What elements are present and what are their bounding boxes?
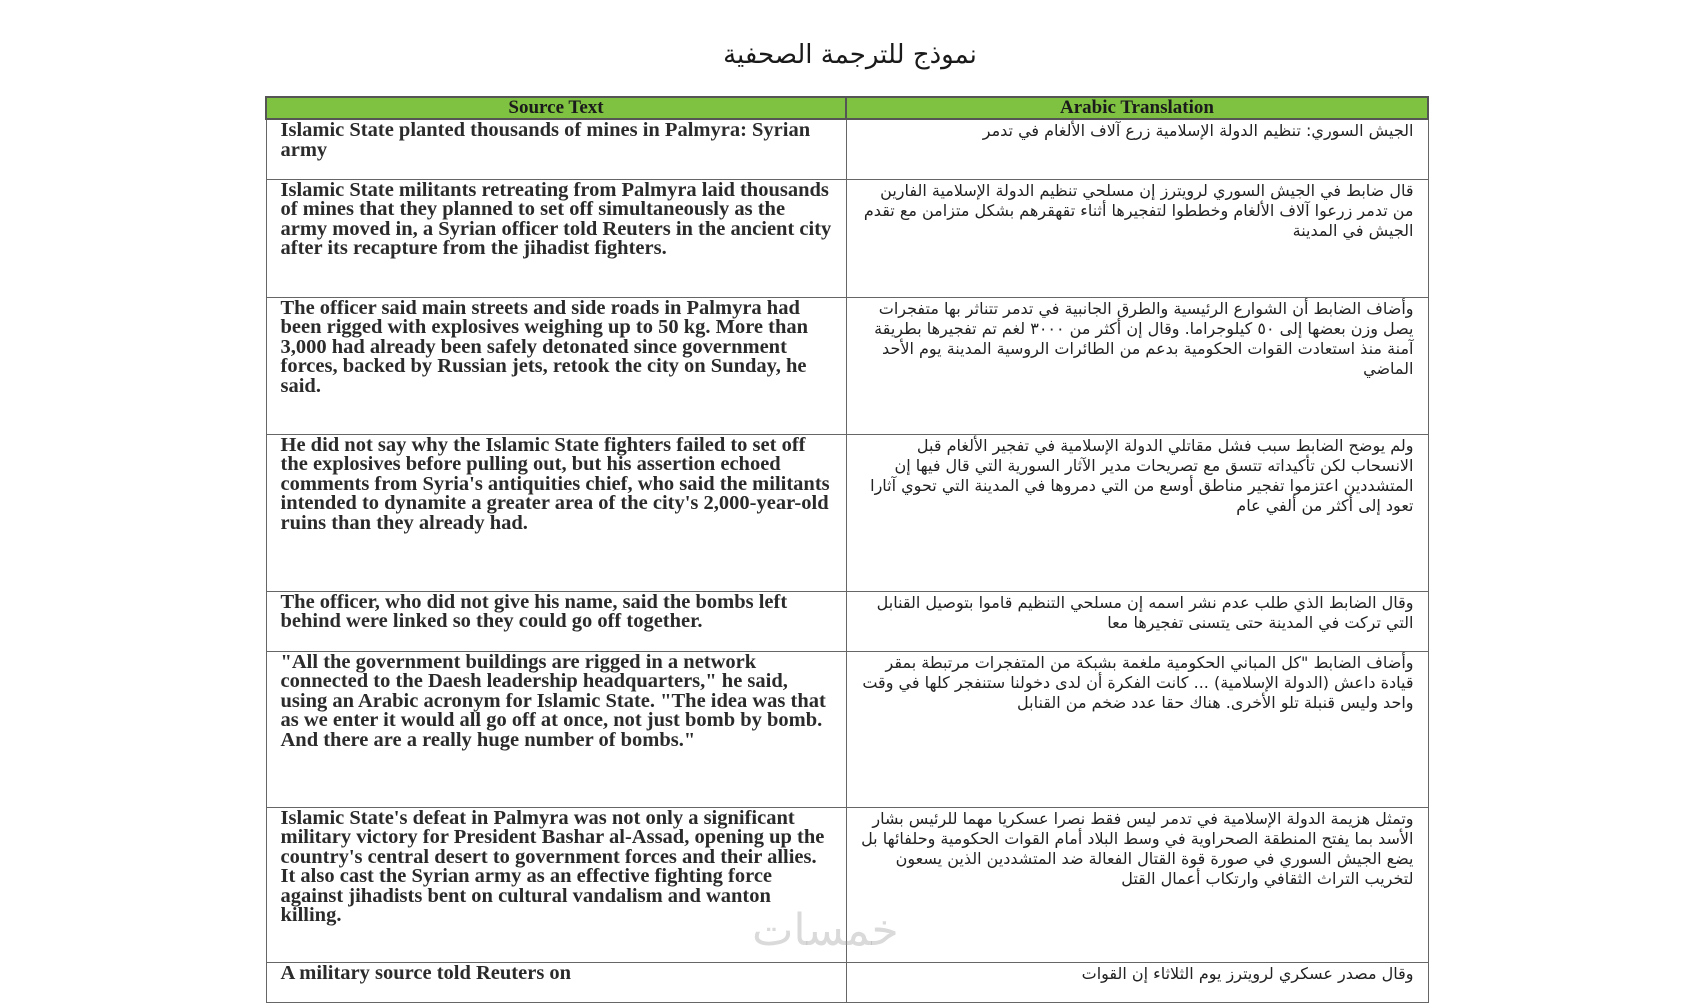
translation-table [265, 96, 1429, 1003]
translation-cell: وقال الضابط الذي طلب عدم نشر اسمه إن مسلحي التنظيم قاموا بتوصيل القنابل التي تركت في المدينة حتى يتسنى تفجيرها معا [846, 591, 1428, 651]
source-cell: Islamic State's defeat in Palmyra was not only a significant military victory for President Bashar al-Assad, opening up the country's central desert to government forces and their allies. It also cast the Syrian army as an effective fighting force against jihadists bent on cultural vandalism and wanton killing. [266, 807, 846, 962]
table-row [266, 179, 1428, 297]
translation-cell: ولم يوضح الضابط سبب فشل مقاتلي الدولة الإسلامية في تفجير الألغام قبل الانسحاب لكن تأكيداته تتسق مع تصريحات مدير الآثار السورية التي قال فيها إن المتشددين اعتزموا تفجير مناطق أوسع من التي دمروها في المدينة التي تحوي آثارا تعود إلى أكثر من ألفي عام [846, 434, 1428, 591]
translation-cell: وأضاف الضابط أن الشوارع الرئيسية والطرق الجانبية في تدمر تتناثر بها متفجرات يصل وزن بعضها إلى ٥٠ كيلوجراما. وقال إن أكثر من ٣٠٠٠ لغم تم تفجيرها بطريقة آمنة منذ استعادت القوات الحكومية بدعم من الطائرات الروسية المدينة يوم الأحد الماضي [846, 297, 1428, 434]
table-header-row [266, 97, 1428, 119]
source-cell: "All the government buildings are rigged in a network connected to the Daesh leadership headquarters," he said, using an Arabic acronym for Islamic State. "The idea was that as we enter it would all go off at once, not just bomb by bomb. And there are a really huge number of bombs." [266, 651, 846, 807]
table-row [266, 651, 1428, 807]
header-arabic-translation: Arabic Translation [846, 97, 1428, 119]
table-row [266, 119, 1428, 179]
source-cell: Islamic State planted thousands of mines in Palmyra: Syrian army [266, 119, 846, 179]
source-cell: The officer said main streets and side roads in Palmyra had been rigged with explosives weighing up to 50 kg. More than 3,000 had already been safely detonated since government forces, backed by Russian jets, retook the city on Sunday, he said. [266, 297, 846, 434]
table-row [266, 297, 1428, 434]
translation-cell: وقال مصدر عسكري لرويترز يوم الثلاثاء إن القوات [846, 962, 1428, 1002]
page-title: نموذج للترجمة الصحفية [723, 40, 977, 70]
table-row [266, 434, 1428, 591]
source-cell: A military source told Reuters on [266, 962, 846, 1002]
translation-cell: الجيش السوري: تنظيم الدولة الإسلامية زرع آلاف الألغام في تدمر [846, 119, 1428, 179]
source-cell: Islamic State militants retreating from Palmyra laid thousands of mines that they planned to set off simultaneously as the army moved in, a Syrian officer told Reuters in the ancient city after its recapture from the jihadist fighters. [266, 179, 846, 297]
translation-cell: وأضاف الضابط "كل المباني الحكومية ملغمة بشبكة من المتفجرات مرتبطة بمقر قيادة داعش (الدولة الإسلامية) ... كانت الفكرة أن لدى دخولنا ستنفجر كلها في وقت واحد وليس قنبلة تلو الأخرى. هناك حقا عدد ضخم من القنابل [846, 651, 1428, 807]
table-row [266, 962, 1428, 1002]
source-cell: The officer, who did not give his name, said the bombs left behind were linked so they could go off together. [266, 591, 846, 651]
header-source-text: Source Text [266, 97, 846, 119]
table-row [266, 807, 1428, 962]
table-row [266, 591, 1428, 651]
source-cell: He did not say why the Islamic State fighters failed to set off the explosives before pulling out, but his assertion echoed comments from Syria's antiquities chief, who said the militants intended to dynamite a greater area of the city's 2,000-year-old ruins than they already had. [266, 434, 846, 591]
translation-cell: قال ضابط في الجيش السوري لرويترز إن مسلحي تنظيم الدولة الإسلامية الفارين من تدمر زرعوا آلاف الألغام وخططوا لتفجيرها أثناء تقهقرهم بشكل متزامن مع تقدم الجيش في المدينة [846, 179, 1428, 297]
watermark-logo: خمسات [752, 905, 899, 956]
translation-cell: وتمثل هزيمة الدولة الإسلامية في تدمر ليس فقط نصرا عسكريا مهما للرئيس بشار الأسد بما يفتح المنطقة الصحراوية في وسط البلاد أمام القوات الحكومية وحلفائها بل يضع الجيش السوري في صورة قوة القتال الفعالة ضد المتشددين الذين يسعون لتخريب التراث الثقافي وارتكاب أعمال القتل [846, 807, 1428, 962]
